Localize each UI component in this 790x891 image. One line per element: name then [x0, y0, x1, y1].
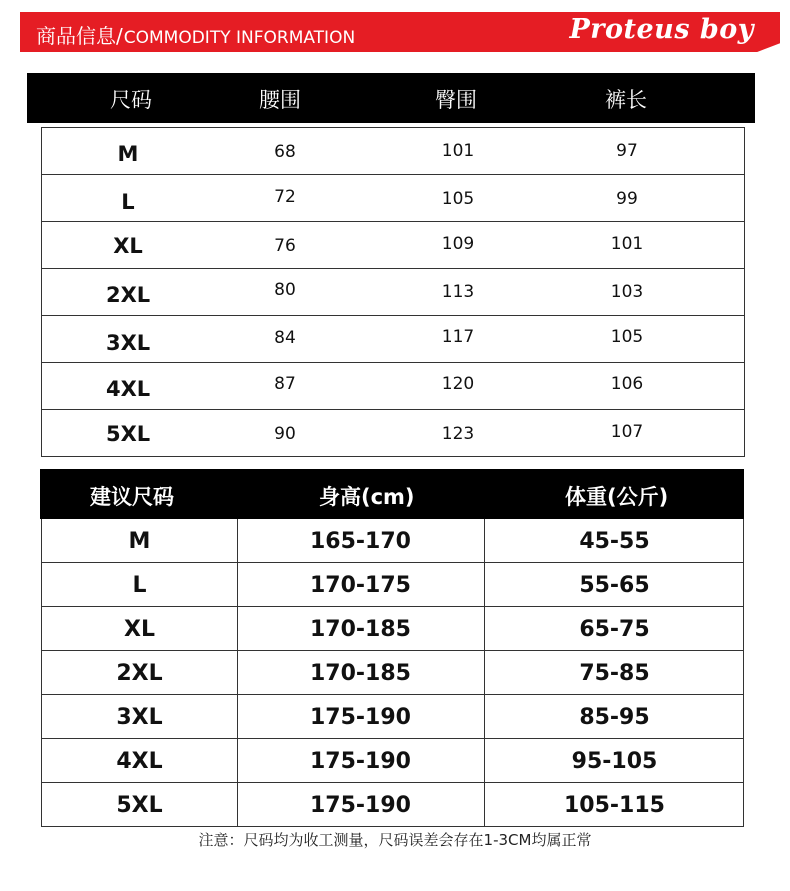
cell-length: 105: [610, 327, 644, 347]
cell-height: 175-190: [310, 749, 411, 774]
table-row: [42, 175, 744, 222]
brand-logo: Proteus boy: [569, 14, 754, 45]
cell-hip: 113: [441, 282, 475, 302]
cell-rec-size: 4XL: [116, 749, 163, 774]
cell-hip: 101: [441, 141, 475, 161]
cell-length: 101: [610, 234, 644, 254]
title-en: COMMODITY INFORMATION: [123, 28, 356, 48]
cell-size: 3XL: [106, 331, 151, 355]
table-row: [42, 363, 744, 410]
recommend-table-header: [40, 469, 744, 519]
cell-length: 106: [610, 374, 644, 394]
cell-weight: 45-55: [579, 529, 650, 554]
cell-size: 4XL: [106, 377, 151, 401]
footnote: 注意：尺码均为收工测量，尺码误差会存在1-3CM均属正常: [198, 831, 592, 849]
cell-waist: 84: [274, 328, 296, 348]
cell-rec-size: 5XL: [116, 793, 163, 818]
recommend-table: [41, 519, 744, 827]
table-row: [42, 269, 744, 316]
col-length: 裤长: [605, 88, 647, 112]
cell-waist: 90: [274, 424, 296, 444]
size-table: [41, 127, 745, 457]
cell-size: 5XL: [106, 422, 151, 446]
cell-hip: 105: [441, 189, 475, 209]
col-weight: 体重(公斤): [565, 485, 669, 509]
cell-height: 165-170: [310, 529, 411, 554]
table-row: [42, 316, 744, 363]
cell-waist: 76: [274, 236, 296, 256]
cell-weight: 75-85: [579, 661, 650, 686]
table-row: [42, 783, 743, 827]
cell-hip: 117: [441, 327, 475, 347]
table-row: [42, 222, 744, 269]
cell-weight: 105-115: [564, 793, 665, 818]
cell-rec-size: XL: [124, 617, 155, 642]
cell-rec-size: M: [128, 529, 151, 554]
cell-waist: 68: [274, 142, 296, 162]
table-row: [42, 695, 743, 739]
cell-height: 170-175: [310, 573, 411, 598]
cell-length: 107: [610, 422, 644, 442]
cell-rec-size: 3XL: [116, 705, 163, 730]
table-row: [42, 128, 744, 175]
title-cn: 商品信息/: [36, 24, 123, 48]
cell-height: 170-185: [310, 617, 411, 642]
cell-hip: 120: [441, 374, 475, 394]
cell-waist: 87: [274, 374, 296, 394]
table-row: [42, 410, 744, 457]
col-size: 尺码: [110, 88, 152, 112]
col-waist: 腰围: [259, 88, 301, 112]
col-rec-size: 建议尺码: [90, 485, 174, 509]
cell-size: L: [121, 190, 135, 214]
col-hip: 臀围: [435, 88, 477, 112]
col-height: 身高(cm): [319, 485, 415, 509]
cell-waist: 80: [274, 280, 296, 300]
table-row: [42, 519, 743, 563]
cell-size: XL: [113, 234, 143, 258]
table-row: [42, 607, 743, 651]
cell-rec-size: L: [132, 573, 147, 598]
cell-weight: 85-95: [579, 705, 650, 730]
page-title: [36, 20, 355, 50]
cell-weight: 65-75: [579, 617, 650, 642]
cell-hip: 123: [441, 424, 475, 444]
cell-height: 175-190: [310, 705, 411, 730]
cell-rec-size: 2XL: [116, 661, 163, 686]
cell-length: 103: [610, 282, 644, 302]
table-row: [42, 739, 743, 783]
cell-size: 2XL: [106, 283, 151, 307]
cell-height: 170-185: [310, 661, 411, 686]
table-row: [42, 563, 743, 607]
cell-length: 97: [616, 141, 638, 161]
cell-weight: 55-65: [579, 573, 650, 598]
size-table-header: [27, 73, 755, 123]
table-row: [42, 651, 743, 695]
cell-length: 99: [616, 189, 638, 209]
cell-size: M: [117, 142, 139, 166]
cell-height: 175-190: [310, 793, 411, 818]
cell-weight: 95-105: [571, 749, 658, 774]
cell-hip: 109: [441, 234, 475, 254]
cell-waist: 72: [274, 187, 296, 207]
